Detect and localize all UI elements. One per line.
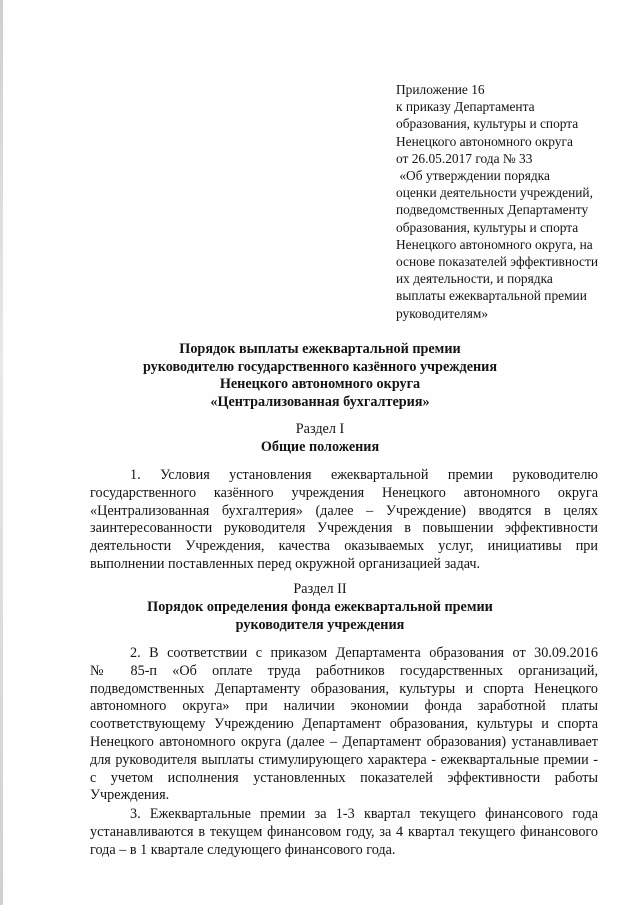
paragraph-line: Ненецкого автономного округа (далее – Департамент образования) устанавливает (90, 733, 598, 750)
paragraph-line: 2. В соответствии с приказом Департамента образования от 30.09.2016 (130, 645, 598, 661)
appendix-line: к приказу Департамента (396, 99, 535, 115)
document-title (60, 341, 580, 411)
appendix-line: их деятельности, и порядка (396, 271, 553, 287)
paragraph-line: года – в 1 квартале следующего финансового года. (90, 841, 396, 858)
appendix-line: образования, культуры и спорта (396, 219, 579, 235)
paragraph-line: № 85-п «Об оплате труда работников государственных организаций, (90, 662, 598, 679)
section-1-heading: Общие положения (260, 439, 380, 455)
section-2-heading-line: руководителя учреждения (235, 617, 405, 633)
paragraph-line: деятельности Учреждения, качества оказываемых услуг, инициативы при (90, 538, 598, 555)
section-2-heading-line: Порядок определения фонда ежеквартальной премии (147, 599, 493, 615)
appendix-line: основе показателей эффективности (396, 254, 599, 270)
paragraph-line: устанавливаются в текущем финансовом году, за 4 квартал текущего финансового (90, 823, 598, 840)
paragraph-line: с учетом исполнения установленных показателей эффективности работы (90, 769, 598, 786)
title-line: Ненецкого автономного округа (219, 376, 421, 393)
appendix-line: Ненецкого автономного округа (396, 133, 573, 149)
appendix-line: выплаты ежеквартальной премии (396, 288, 587, 304)
appendix-line: «Об утверждении порядка (396, 168, 550, 184)
appendix-line: оценки деятельности учреждений, (396, 185, 593, 201)
paragraph-3 (90, 806, 598, 859)
paragraph-line: государственного казённого учреждения Ненецкого автономного округа (90, 484, 598, 501)
appendix-line: образования, культуры и спорта (396, 116, 579, 132)
appendix-line: от 26.05.2017 года № 33 (396, 150, 533, 166)
paragraph-line: для руководителя выплаты стимулирующего характера - ежеквартальные премии - (90, 751, 598, 768)
appendix-line: подведомственных Департаменту (396, 202, 589, 218)
paragraph-line: заинтересованности руководителя Учреждения в повышении эффективности (90, 520, 598, 537)
paragraph-line: Учреждения. (90, 787, 170, 804)
scan-edge (0, 0, 3, 905)
paragraph-line: подведомственных Департаменту образования, культуры и спорта Ненецкого (90, 680, 598, 697)
paragraph-1 (90, 467, 598, 574)
paragraph-line: «Централизованная бухгалтерия» (далее – Учреждение) вводятся в целях (90, 502, 598, 519)
section-2-heading (60, 598, 580, 634)
paragraph-line: соответствующему Учреждению Департамент образования, культуры и спорта (90, 716, 598, 733)
paragraph-line: автономного округа» при наличии экономии фонда заработной платы (90, 698, 598, 715)
title-line: руководителю государственного казённого учреждения (142, 358, 498, 375)
title-line: Порядок выплаты ежеквартальной премии (179, 341, 461, 357)
paragraph-line: 3. Ежеквартальные премии за 1-3 квартал текущего финансового года (130, 806, 598, 822)
appendix-note (396, 81, 632, 322)
paragraph-line: 1. Условия установления ежеквартальной премии руководителю (130, 467, 598, 483)
paragraph-2 (90, 645, 598, 805)
appendix-line: Приложение 16 (396, 82, 485, 97)
appendix-line: Ненецкого автономного округа, на (396, 236, 593, 252)
appendix-line: руководителям» (396, 305, 489, 321)
section-1-label: Раздел I (295, 421, 345, 437)
paragraph-line: выполнении поставленных перед окружной организацией задач. (90, 555, 481, 572)
title-line: «Централизованная бухгалтерия» (210, 393, 430, 410)
section-2-label: Раздел II (293, 581, 347, 597)
